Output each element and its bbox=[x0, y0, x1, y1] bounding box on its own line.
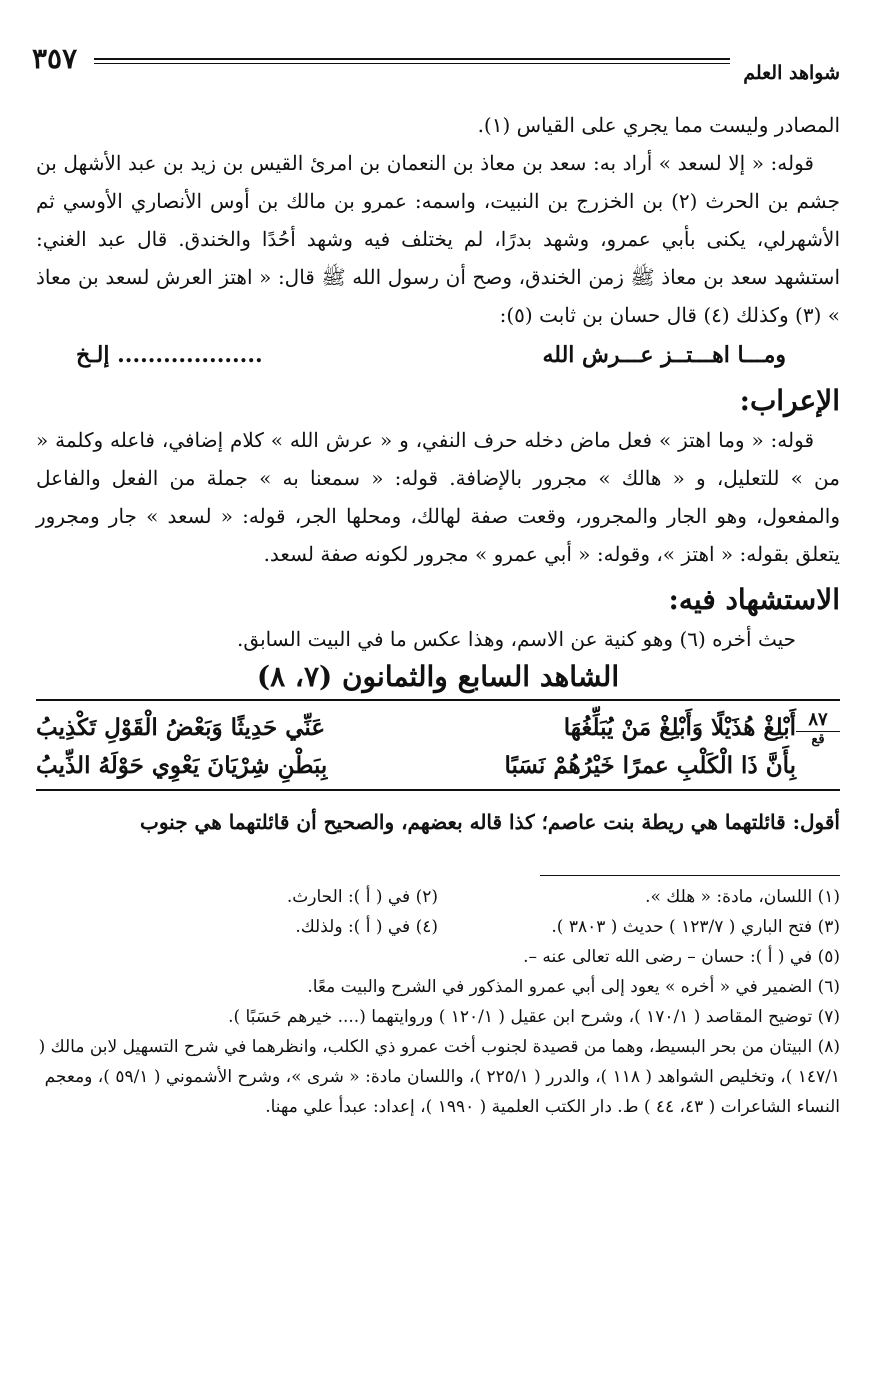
page-number: ٣٥٧ bbox=[32, 42, 78, 75]
footnote-8: (٨) البيتان من بحر البسيط، وهما من قصيدة لجنوب أخت عمرو ذي الكلب، وانظرهما في شرح التسهيل لابن مالك ( ١٤٧/١ )، وتخليص الشواهد ( ١١٨ )، والدرر ( ٢٢٥/١ )، واللسان مادة: « شرى »، وشرح الأشموني ( ٥٩/١ )، ومعجم النساء الشاعرات ( ٤٣، ٤٤ ) ط. دار الكتب العلمية ( ١٩٩٠ )، إعداد: عبدأ علي مهنا. bbox=[38, 1037, 840, 1117]
poem-number bbox=[796, 709, 840, 785]
paragraph-sources: المصادر وليست مما يجري على القياس (١). bbox=[477, 113, 840, 137]
paragraph-irab: قوله: « وما اهتز » فعل ماض دخله حرف النفي، و « عرش الله » كلام إضافي، فاعله وكلمة « من » للتعليل، و « هالك » مجرور بالإضافة. قوله: « سمعنا به » جملة من الفعل والفاعل والمفعول، وهو الجار والمجرور، وقعت صفة لهالك، ومحلها الجر، قوله: « لسعد » جار ومجرور يتعلق بقوله: « اهتز »، وقوله: « أبي عمرو » مجرور لكونه صفة لسعد. bbox=[36, 428, 840, 566]
page-body bbox=[36, 106, 840, 1122]
footnote-rule bbox=[540, 875, 840, 876]
paragraph-istishhad: حيث أخره (٦) وهو كنية عن الاسم، وهذا عكس ما في البيت السابق. bbox=[237, 627, 796, 651]
running-title: شواهد العلم bbox=[743, 62, 840, 84]
poem-meter: قع bbox=[811, 732, 825, 747]
paragraph-saad: قوله: « إلا لسعد » أراد به: سعد بن معاذ بن النعمان بن امرئ القيس بن زيد بن عبد الأشهل بن جشم بن الحرث (٢) بن الخزرج بن النبيت، واسمه: عمرو بن مالك بن أوس الأنصاري الأوسي ثم الأشهرلي، يكنى بأبي عمرو، وشهد بدرًا، لم يختلف فيه وشهد أحُدًا والخندق. قال عبد الغني: استشهد سعد بن معاذ ﷺ زمن الخندق، وصح أن رسول الله ﷺ قال: « اهتز العرش لسعد بن معاذ » (٣) وكذلك (٤) قال حسان بن ثابت (٥): bbox=[36, 151, 840, 327]
footnote-row bbox=[36, 912, 840, 942]
poem-line: بِأَنَّ ذَا الْكَلْبِ عمرًا خَيْرُهُمْ نَسَبًا bbox=[504, 752, 796, 779]
header-rule bbox=[94, 58, 730, 64]
heading-istishhad: الاستشهاد فيه: bbox=[668, 583, 840, 616]
poem-line: عَنِّي حَدِيثًا وَبَعْضُ الْقَوْلِ تَكْذِيبُ bbox=[36, 714, 326, 741]
poem-line: أَبْلِغْ هُذَيْلًا وَأَبْلِغْ مَنْ يُبَلِّغُهَا bbox=[563, 714, 796, 741]
poem-hemistichs bbox=[36, 709, 796, 785]
footnote-row bbox=[36, 882, 840, 912]
verse-fragment-first: ومـــا اهـــتــز عـــرش الله bbox=[542, 342, 786, 368]
footnote-6: (٦) الضمير في « أخره » يعود إلى أبي عمرو المذكور في الشرح والبيت معًا. bbox=[307, 977, 840, 997]
page-header bbox=[32, 42, 840, 82]
verse-fragment bbox=[36, 334, 840, 374]
footnote-5: (٥) في ( أ ): حسان – رضى الله تعالى عنه –. bbox=[523, 947, 840, 967]
footnote-2: (٢) في ( أ ): الحارث. bbox=[286, 887, 438, 907]
heading-irab: الإعراب: bbox=[739, 384, 840, 417]
paragraph-aqwal: أقول: قائلتهما هي ريطة بنت عاصم؛ كذا قاله بعضهم، والصحيح أن قائلتهما هي جنوب bbox=[140, 810, 840, 834]
shahid-title: الشاهد السابع والثمانون (٧، ٨) bbox=[256, 660, 620, 693]
footnote-3: (٣) فتح الباري ( ١٢٣/٧ ) حديث ( ٣٨٠٣ ). bbox=[551, 917, 840, 937]
poem-number-value: ٨٧ bbox=[796, 709, 840, 732]
footnotes bbox=[36, 882, 840, 1122]
footnote-7: (٧) توضيح المقاصد ( ١٧٠/١ )، وشرح ابن عقيل ( ١٢٠/١ ) وروايتهما (.... خيرهم حَسَبًا ). bbox=[228, 1007, 840, 1027]
footnote-1: (١) اللسان، مادة: « هلك ». bbox=[645, 887, 840, 907]
verse-fragment-second: ................... إلـخ bbox=[76, 342, 263, 368]
footnote-4: (٤) في ( أ ): ولذلك. bbox=[295, 917, 438, 937]
poem-block bbox=[36, 699, 840, 791]
poem-line: بِبَطْنِ شِرْيَانَ يَعْوِي حَوْلَهُ الذِّيبُ bbox=[36, 752, 328, 779]
